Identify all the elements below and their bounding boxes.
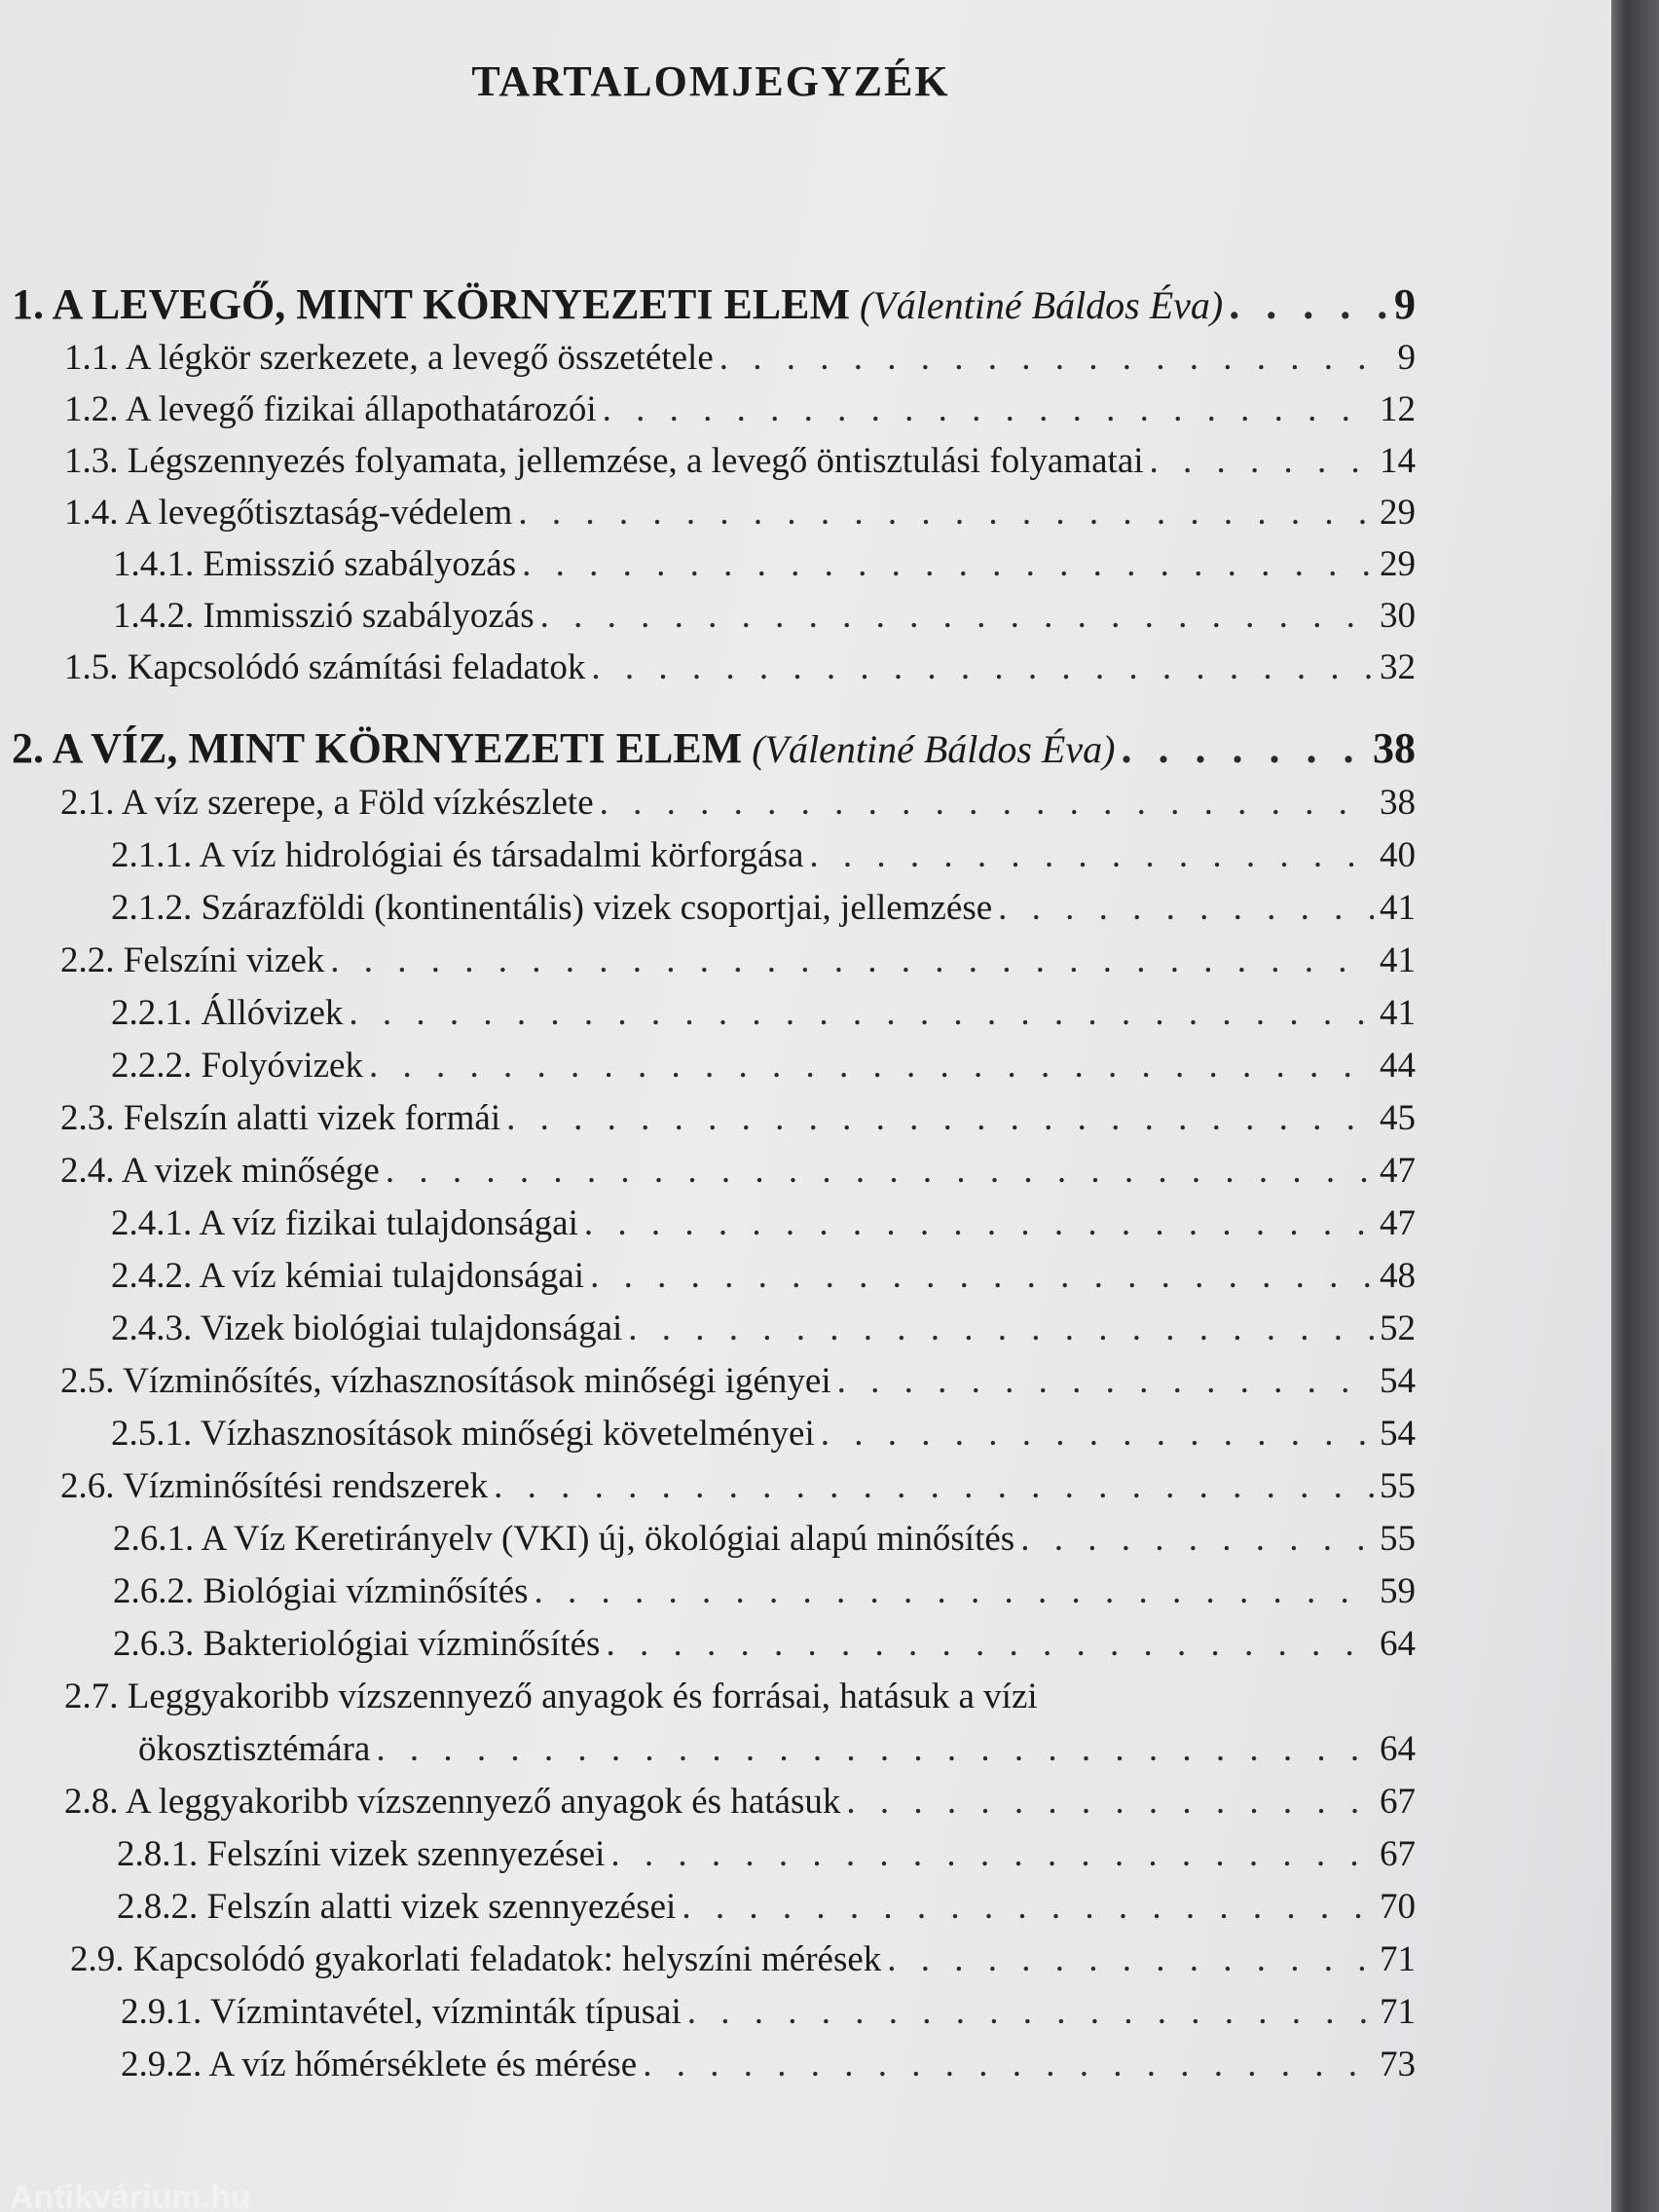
toc-entry[interactable]: 2.6.1. A Víz Keretirányelv (VKI) új, ökológiai alapú minősítés . . . 55 [113, 1517, 1416, 1562]
watermark: Antikvárium.hu [10, 2179, 251, 2212]
chapter-2-author: (Válentiné Báldos Éva) [752, 727, 1116, 771]
toc-entry[interactable]: 2.4.3. Vizek biológiai tulajdonságai . . . 52 [111, 1307, 1416, 1351]
chapter-1-author: (Válentiné Báldos Éva) [860, 283, 1224, 327]
toc-chapter-2[interactable] [12, 726, 1416, 772]
toc-entry[interactable]: 2.6.2. Biológiai vízminősítés . . . 59 [113, 1569, 1416, 1614]
toc-entry[interactable]: 1.4.1. Emisszió szabályozás . . . 29 [113, 542, 1416, 587]
toc-entry[interactable]: 2.9. Kapcsolódó gyakorlati feladatok: helyszíni mérések . . . 71 [70, 1937, 1416, 1982]
toc-entry[interactable]: 2.3. Felszín alatti vizek formái . . . 45 [60, 1096, 1416, 1141]
toc-entry[interactable]: 2.9.2. A víz hőmérséklete és mérése . . . 73 [121, 2043, 1416, 2087]
toc-entry[interactable]: 1.3. Légszennyezés folyamata, jellemzése, a levegő öntisztulási folyamatai . . . 14 [64, 439, 1416, 484]
toc-entry-2-7-line-1[interactable]: 2.7. Leggyakoribb vízszennyező anyagok és forrásai, hatásuk a vízi [64, 1677, 1038, 1716]
leader-dots [1229, 282, 1388, 327]
chapter-1-page: 9 [1394, 280, 1416, 328]
toc-entry[interactable]: 2.2.1. Állóvizek . . . 41 [111, 991, 1416, 1036]
toc-entry[interactable]: 1.1. A légkör szerkezete, a levegő összetétele . . . 9 [64, 336, 1416, 381]
toc-entry[interactable]: 2.1.1. A víz hidrológiai és társadalmi körforgása . . . 40 [111, 833, 1416, 878]
toc-entry[interactable]: 2.9.1. Vízmintavétel, vízminták típusai . . . 71 [121, 1990, 1416, 2035]
toc-entry[interactable]: 2.6. Vízminősítési rendszerek . . . 55 [60, 1464, 1416, 1509]
toc-chapter-1[interactable] [12, 282, 1416, 328]
chapter-1-label: 1. A LEVEGŐ, MINT KÖRNYEZETI ELEM [12, 280, 851, 328]
toc-entry[interactable]: 1.4. A levegőtisztaság-védelem . . . 29 [64, 491, 1416, 535]
toc-entry[interactable]: 2.4.1. A víz fizikai tulajdonságai . . . 47 [111, 1201, 1416, 1246]
toc-entry[interactable]: 2.8.2. Felszín alatti vizek szennyezései . . . 70 [117, 1885, 1416, 1930]
leader-dots [1121, 726, 1367, 771]
toc-entry[interactable]: 2.6.3. Bakteriológiai vízminősítés . . . 64 [113, 1622, 1416, 1667]
toc-entry[interactable]: 2.8. A leggyakoribb vízszennyező anyagok és hatásuk . . . 67 [64, 1780, 1416, 1825]
toc-entry[interactable]: 2.2. Felszíni vizek . . . 41 [60, 939, 1416, 983]
toc-entry[interactable]: 2.5.1. Vízhasznosítások minőségi követelményei . . . 54 [111, 1412, 1416, 1456]
book-spine [1611, 0, 1659, 2212]
toc-entry-2-7-line-2[interactable]: ökosztisztémára . . . 64 [138, 1727, 1416, 1772]
page-title: TARTALOMJEGYZÉK [471, 57, 950, 105]
chapter-2-page: 38 [1373, 724, 1416, 772]
chapter-2-label: 2. A VÍZ, MINT KÖRNYEZETI ELEM [12, 724, 743, 772]
toc-entry[interactable]: 1.5. Kapcsolódó számítási feladatok . . . 32 [64, 645, 1416, 690]
toc-entry[interactable]: 1.4.2. Immisszió szabályozás . . . 30 [113, 594, 1416, 639]
toc-entry[interactable]: 2.2.2. Folyóvizek . . . 44 [111, 1044, 1416, 1088]
toc-entry[interactable]: 2.4.2. A víz kémiai tulajdonságai . . . 48 [111, 1254, 1416, 1299]
toc-entry[interactable]: 2.8.1. Felszíni vizek szennyezései . . . 67 [117, 1832, 1416, 1877]
toc-entry[interactable]: 2.1. A víz szerepe, a Föld vízkészlete . . . 38 [60, 781, 1416, 826]
toc-entry[interactable]: 2.1.2. Szárazföldi (kontinentális) vizek csoportjai, jellemzése . . . 41 [111, 886, 1416, 931]
toc-entry[interactable]: 2.5. Vízminősítés, vízhasznosítások minőségi igényei . . . 54 [60, 1359, 1416, 1404]
toc-entry[interactable]: 1.2. A levegő fizikai állapothatározói . . . 12 [64, 387, 1416, 432]
toc-entry[interactable]: 2.4. A vizek minősége . . . 47 [60, 1149, 1416, 1194]
